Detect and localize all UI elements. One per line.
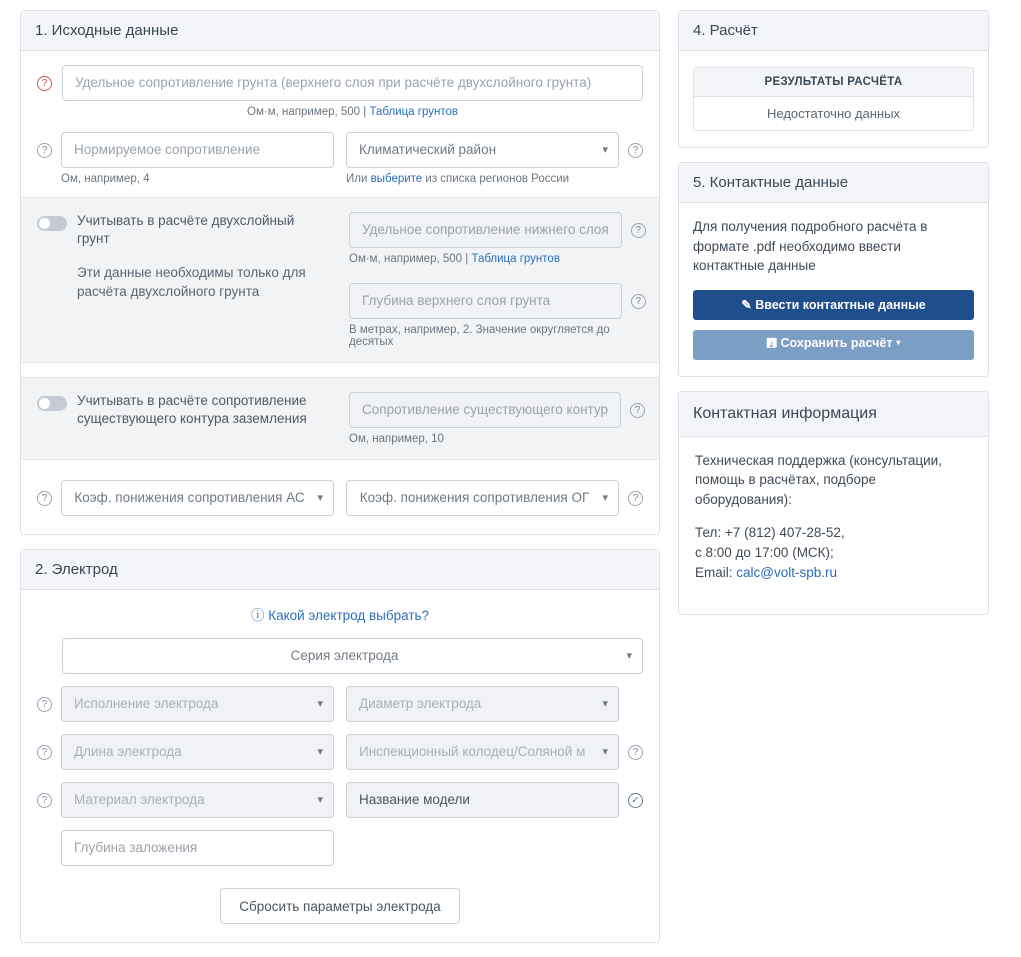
soil-resistivity-row bbox=[37, 65, 643, 120]
chevron-down-icon: ▾ bbox=[317, 698, 323, 710]
section2-title: 2. Электрод bbox=[21, 550, 659, 590]
section-contact-info bbox=[678, 391, 989, 615]
material-model-row bbox=[37, 782, 643, 818]
section2-body bbox=[21, 590, 659, 942]
two-layer-toggle-label: Учитывать в расчёте двухслойный грунт bbox=[77, 213, 295, 247]
chevron-down-icon: ▾ bbox=[602, 698, 608, 710]
two-layer-note: Эти данные необходимы только для расчёта двухслойного грунта bbox=[77, 265, 306, 299]
section-electrode bbox=[20, 549, 660, 943]
check-icon[interactable]: ✓ bbox=[628, 793, 643, 808]
chevron-down-icon: ▾ bbox=[602, 492, 608, 504]
page-columns bbox=[20, 10, 1001, 957]
electrode-length-select[interactable] bbox=[61, 734, 334, 770]
lower-layer-row bbox=[349, 212, 646, 267]
normative-climate-row bbox=[37, 132, 643, 187]
upper-depth-hint: В метрах, например, 2. Значение округляется до десятых bbox=[349, 324, 610, 348]
enter-contact-data-label: Ввести контактные данные bbox=[755, 298, 926, 313]
coef-ac-value: Коэф. понижения сопротивления АС bbox=[74, 490, 305, 505]
chevron-down-icon: ▾ bbox=[317, 492, 323, 504]
chevron-down-icon: ▾ bbox=[317, 794, 323, 806]
question-icon: ⓘ bbox=[250, 608, 265, 623]
model-name-input[interactable]: Название модели bbox=[346, 782, 619, 818]
depth-row bbox=[37, 830, 643, 866]
existing-loop-toggle[interactable] bbox=[37, 396, 67, 411]
contact-phone-block bbox=[695, 523, 972, 582]
help-icon[interactable]: ? bbox=[631, 223, 646, 238]
caret-down-icon: ▾ bbox=[895, 336, 901, 351]
existing-loop-toggle-label: Учитывать в расчёте сопротивление существующего контура заземления bbox=[77, 393, 307, 427]
two-layer-toggle[interactable] bbox=[37, 216, 67, 231]
execution-diameter-row bbox=[37, 686, 643, 722]
climate-hint-prefix: Или bbox=[346, 173, 371, 185]
normative-resistance-hint: Ом, например, 4 bbox=[61, 173, 150, 185]
help-icon[interactable]: ? bbox=[37, 76, 52, 91]
electrode-diameter-value: Диаметр электрода bbox=[359, 696, 482, 711]
chevron-down-icon: ▾ bbox=[602, 746, 608, 758]
contact-info-title: Контактная информация bbox=[679, 392, 988, 437]
existing-loop-block bbox=[21, 377, 659, 460]
existing-loop-row bbox=[37, 392, 643, 447]
calculation-result-value: Недостаточно данных bbox=[767, 106, 900, 121]
contact-email-line bbox=[695, 563, 972, 583]
existing-loop-toggle-row bbox=[37, 392, 337, 428]
help-icon[interactable]: ? bbox=[628, 143, 643, 158]
electrode-execution-value: Исполнение электрода bbox=[74, 696, 219, 711]
section5-body bbox=[679, 203, 988, 376]
electrode-execution-select[interactable] bbox=[61, 686, 334, 722]
right-column bbox=[678, 10, 989, 629]
lower-layer-hint bbox=[349, 253, 622, 265]
lower-layer-resistivity-input[interactable]: Удельное сопротивление нижнего слоя bbox=[349, 212, 622, 248]
calculation-result-title: РЕЗУЛЬТАТЫ РАСЧЁТА bbox=[694, 68, 973, 97]
chevron-down-icon: ▾ bbox=[602, 144, 608, 156]
user-edit-icon: ✎ bbox=[741, 298, 752, 313]
save-calculation-label: Сохранить расчёт bbox=[780, 336, 893, 351]
electrode-material-select[interactable] bbox=[61, 782, 334, 818]
section-calculation bbox=[678, 10, 989, 148]
coef-og-select[interactable] bbox=[346, 480, 619, 516]
calculation-result-box bbox=[693, 67, 974, 131]
save-icon: 🖪 bbox=[766, 336, 778, 351]
which-electrode-link[interactable] bbox=[37, 604, 643, 624]
help-icon[interactable]: ? bbox=[631, 294, 646, 309]
electrode-series-select[interactable] bbox=[62, 638, 643, 674]
help-icon[interactable]: ? bbox=[37, 697, 52, 712]
climate-region-value: Климатический район bbox=[359, 142, 497, 157]
contact-phone: Тел: +7 (812) 407-28-52, bbox=[695, 525, 845, 541]
section4-body bbox=[679, 51, 988, 147]
help-icon[interactable]: ? bbox=[628, 491, 643, 506]
electrode-material-value: Материал электрода bbox=[74, 792, 205, 807]
contact-data-text: Для получения подробного расчёта в формате .pdf необходимо ввести контактные данные bbox=[693, 219, 928, 274]
left-column bbox=[20, 10, 660, 957]
reset-electrode-button[interactable]: Сбросить параметры электрода bbox=[220, 888, 459, 924]
climate-region-select[interactable] bbox=[346, 132, 619, 168]
help-icon[interactable]: ? bbox=[628, 745, 643, 760]
which-electrode-label: Какой электрод выбрать? bbox=[268, 608, 430, 623]
soil-table-link[interactable]: Таблица грунтов bbox=[369, 106, 458, 118]
section-initial-data bbox=[20, 10, 660, 535]
coefficients-row bbox=[37, 480, 643, 516]
section5-title: 5. Контактные данные bbox=[679, 163, 988, 203]
contact-hours: с 8:00 до 17:00 (МСК); bbox=[695, 544, 834, 560]
inspection-well-select[interactable] bbox=[346, 734, 619, 770]
existing-resistance-hint: Ом, например, 10 bbox=[349, 433, 444, 445]
upper-depth-row bbox=[349, 283, 646, 350]
two-layer-toggle-row bbox=[37, 212, 337, 248]
soil-resistivity-hint bbox=[62, 106, 643, 118]
upper-layer-depth-input[interactable]: Глубина верхнего слоя грунта bbox=[349, 283, 622, 319]
chevron-down-icon: ▾ bbox=[626, 650, 632, 662]
enter-contact-data-button[interactable] bbox=[693, 290, 974, 320]
normative-resistance-input[interactable]: Нормируемое сопротивление bbox=[61, 132, 334, 168]
help-icon[interactable]: ? bbox=[37, 745, 52, 760]
burial-depth-input[interactable]: Глубина заложения bbox=[61, 830, 334, 866]
existing-resistance-row bbox=[349, 392, 645, 447]
soil-resistivity-hint-text: Ом·м, например, 500 | bbox=[247, 106, 370, 118]
chevron-down-icon: ▾ bbox=[317, 746, 323, 758]
region-list-link[interactable]: выберите bbox=[370, 173, 423, 185]
section1-title: 1. Исходные данные bbox=[21, 11, 659, 51]
help-icon[interactable]: ? bbox=[37, 143, 52, 158]
inspection-well-value: Инспекционный колодец/Соляной м bbox=[359, 744, 586, 759]
electrode-series-value: Серия электрода bbox=[290, 648, 399, 663]
coef-og-value: Коэф. понижения сопротивления ОГ bbox=[359, 490, 590, 505]
section1-body bbox=[21, 51, 659, 534]
contact-info-body bbox=[679, 437, 988, 614]
climate-hint-suffix: из списка регионов России bbox=[422, 173, 570, 185]
climate-region-hint bbox=[346, 173, 619, 185]
electrode-diameter-select[interactable] bbox=[346, 686, 619, 722]
two-layer-block bbox=[21, 197, 659, 363]
save-calculation-button[interactable] bbox=[693, 330, 974, 360]
coef-ac-select[interactable] bbox=[61, 480, 334, 516]
help-icon[interactable]: ? bbox=[37, 491, 52, 506]
help-icon[interactable]: ? bbox=[37, 793, 52, 808]
help-icon[interactable]: ? bbox=[630, 403, 645, 418]
section-contact-data bbox=[678, 162, 989, 377]
email-link[interactable]: calc@volt-spb.ru bbox=[736, 564, 838, 580]
electrode-length-value: Длина электрода bbox=[74, 744, 182, 759]
email-label: Email: bbox=[695, 564, 737, 580]
section4-title: 4. Расчёт bbox=[679, 11, 988, 51]
support-text: Техническая поддержка (консультации, помощь в расчётах, подборе оборудования): bbox=[695, 452, 942, 507]
lower-layer-hint-text: Ом·м, например, 500 | bbox=[349, 253, 472, 265]
soil-resistivity-input[interactable]: Удельное сопротивление грунта (верхнего слоя при расчёте двухслойного грунта) bbox=[62, 65, 643, 101]
two-layer-row bbox=[37, 212, 643, 350]
existing-resistance-input[interactable]: Сопротивление существующего контур bbox=[349, 392, 621, 428]
series-row bbox=[37, 638, 643, 674]
length-well-row bbox=[37, 734, 643, 770]
soil-table-link-2[interactable]: Таблица грунтов bbox=[471, 253, 560, 265]
